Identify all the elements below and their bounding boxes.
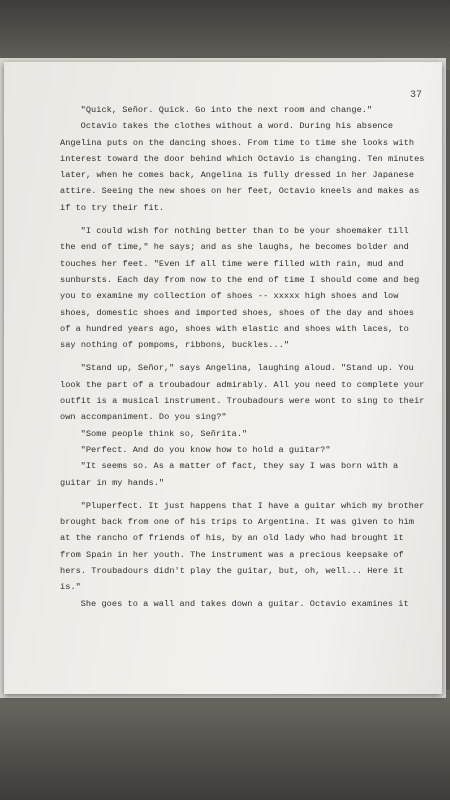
paragraph-2: Octavio takes the clothes without a word. During his absence Angelina puts on the dancing shoes. From time to time she looks with interest toward the door behind which Octavio is changing. Ten minutes later, when he comes back, Angelina is fully dressed in her Japanese attire. Seeing the new shoes on her feet, Octavio kneels and makes as if to try their fit.	[60, 121, 425, 213]
paragraph-1: "Quick, Señor. Quick. Go into the next room and change."	[80, 105, 373, 115]
page-number: 37	[409, 90, 422, 101]
dark-background-bottom	[0, 690, 450, 800]
paragraph-9: She goes to a wall and takes down a guitar. Octavio examines it	[80, 598, 409, 609]
paragraph-3: "I could wish for nothing better than to be your shoemaker till the end of time," he says; and as she laughs, he becomes bolder and touches her feet. "Even if all time were filled with rain, mud and sunbursts. Each day from now to the end of time I should come and beg you to examine my collection of shoes -- xxxxx high shoes and low shoes, domestic shoes and imported shoes, shoes of the day and shoes of a hundred years ago, shoes with elastic and shoes with laces, to say nothing of pompoms, ribbons, buckles..."	[60, 226, 420, 351]
page-body	[60, 102, 425, 612]
typewritten-page	[4, 62, 442, 694]
paragraph-6: "Perfect. And do you know how to hold a guitar?"	[80, 444, 331, 455]
paragraph-5: "Some people think so, Señrita."	[80, 428, 248, 439]
paragraph-4: "Stand up, Señor," says Angelina, laughing aloud. "Stand up. You look the part of a troubadour admirably. All you need to complete your outfit is a musical instrument. Troubadours were wont to sing to their own accompaniment. Do you sing?"	[60, 363, 425, 423]
paragraph-8: "Pluperfect. It just happens that I have a guitar which my brother brought back from one of his trips to Argentina. It was given to him at the rancho of friends of his, by an old lady who had brought it from Spain in her youth. The instrument was a precious keepsake of hers. Troubadours didn't play the guitar, but, oh, well... Here it is."	[60, 500, 425, 593]
paragraph-7: "It seems so. As a matter of fact, they say I was born with a guitar in my hands."	[60, 461, 399, 488]
